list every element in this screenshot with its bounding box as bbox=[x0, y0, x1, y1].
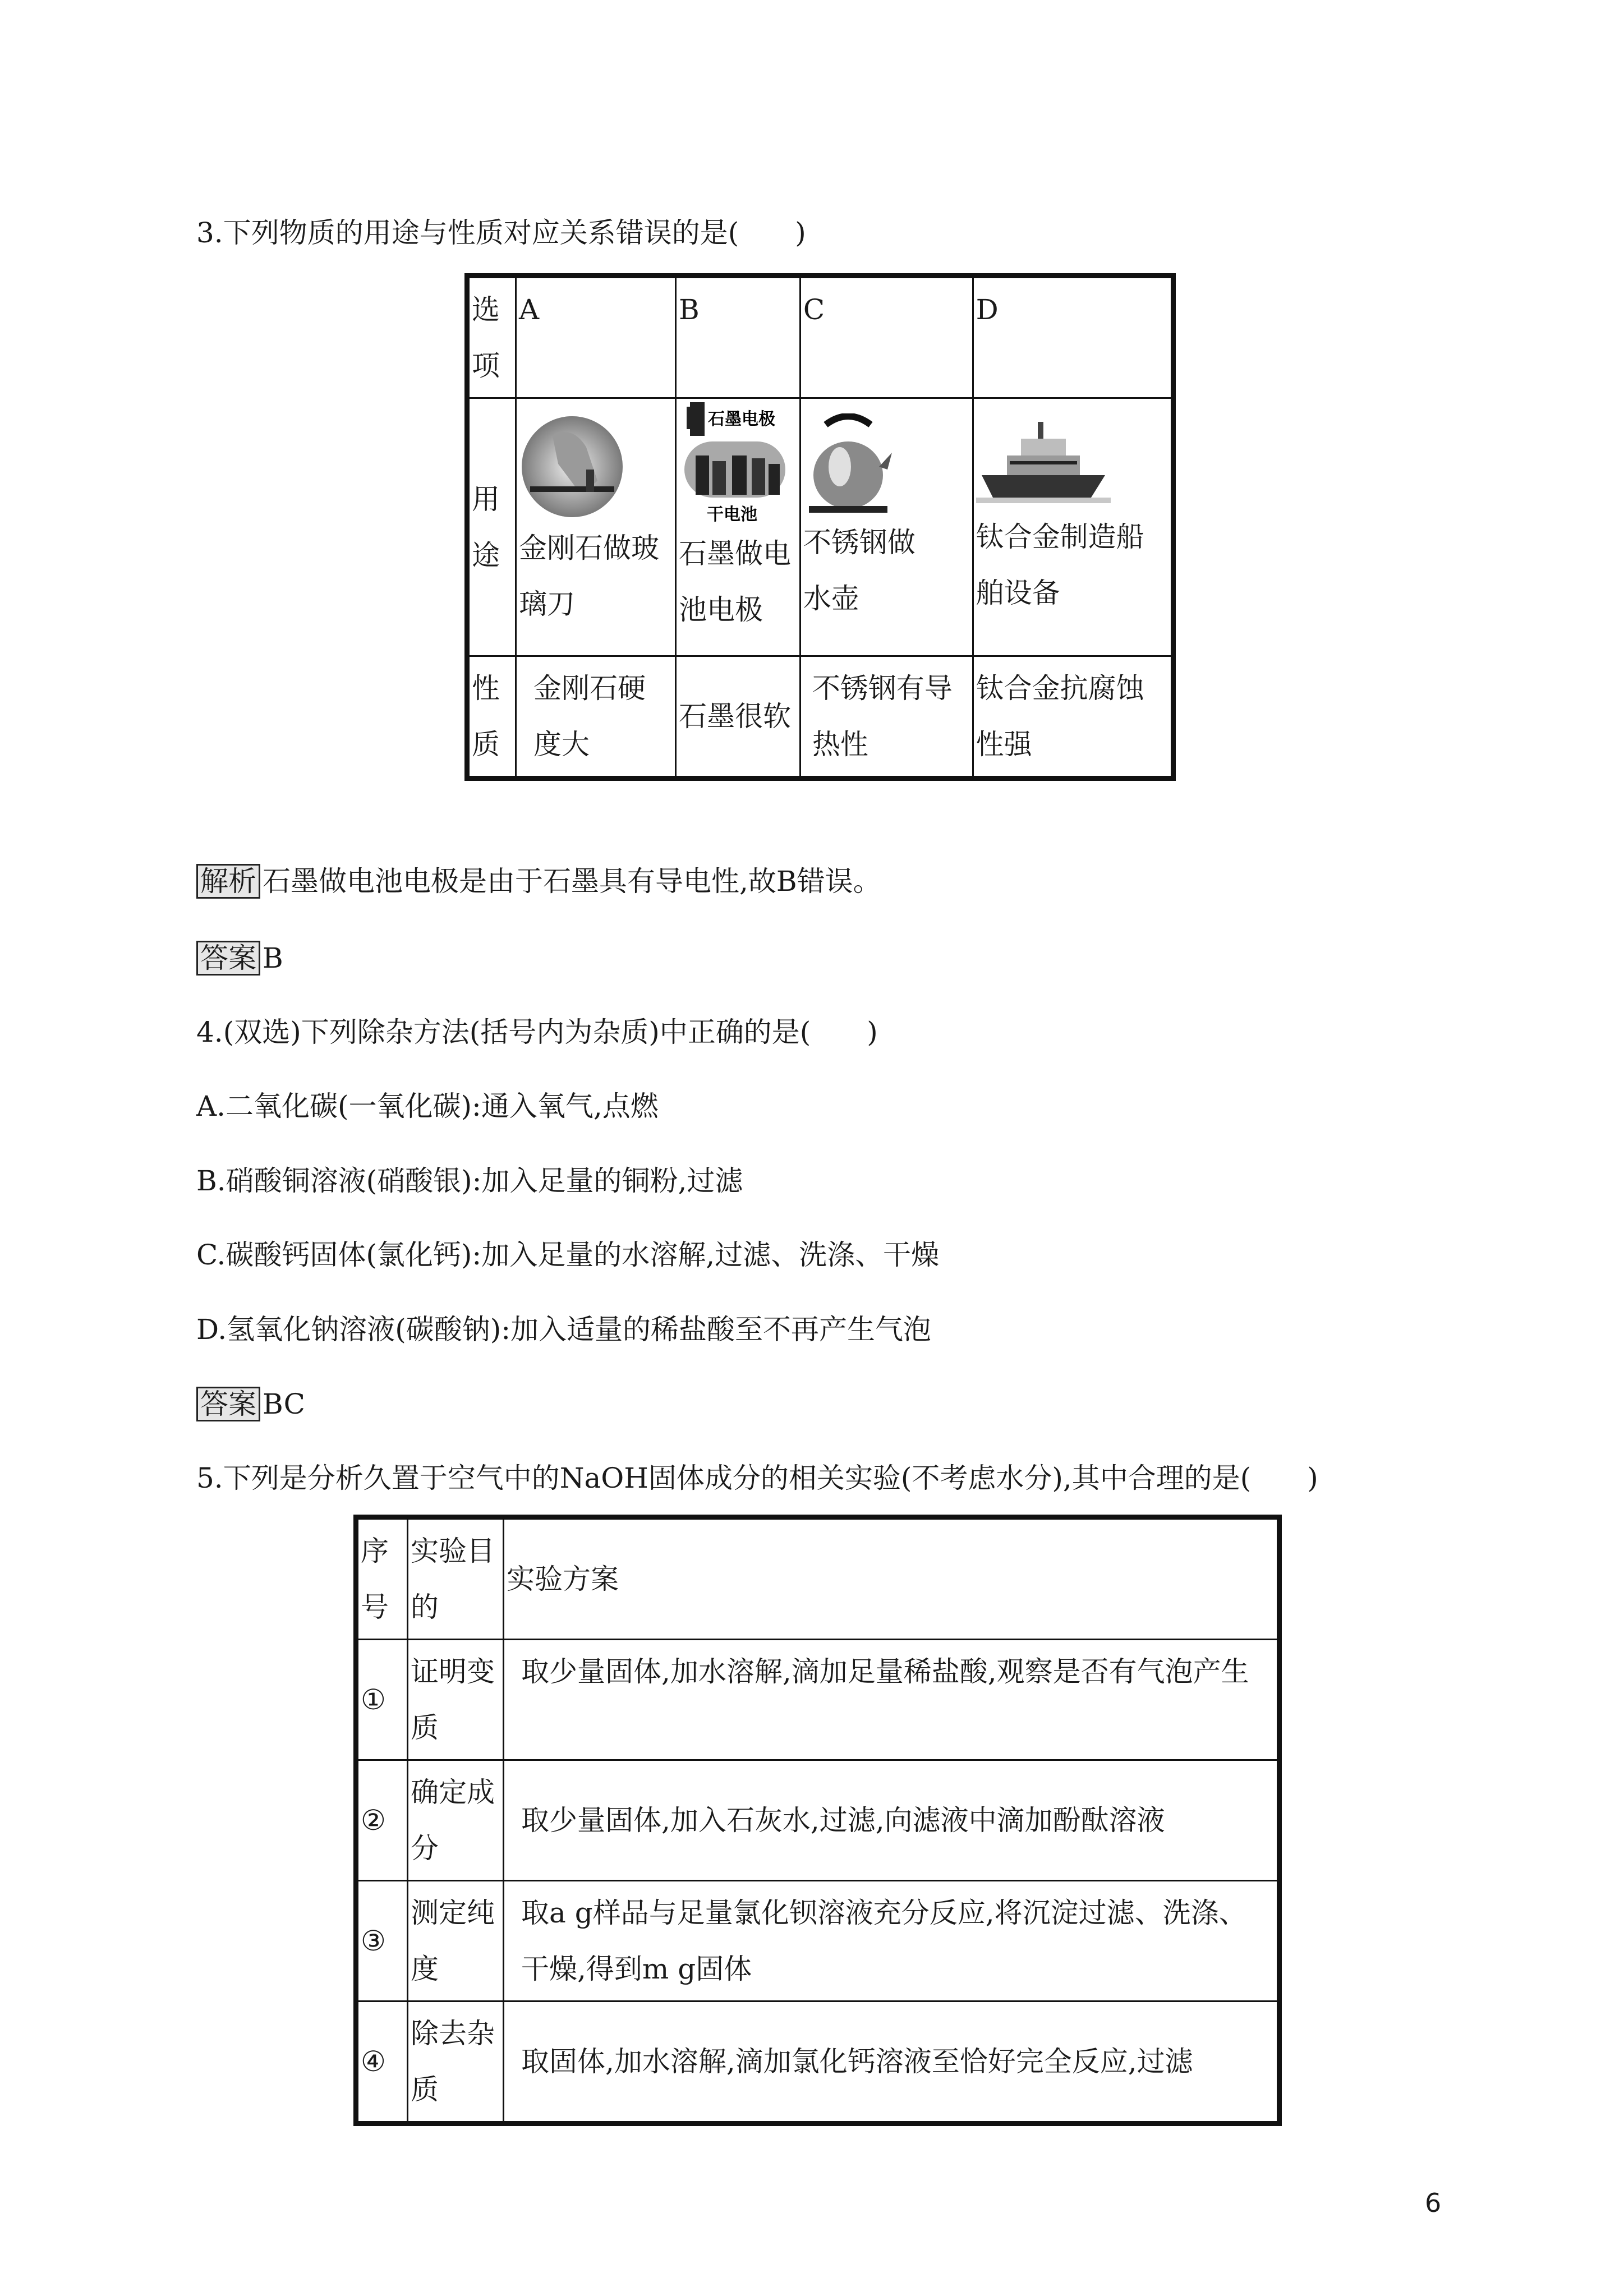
row-plan: 取固体,加水溶解,滴加氯化钙溶液至恰好完全反应,过滤 bbox=[504, 2001, 1280, 2124]
q3-answer bbox=[196, 941, 283, 976]
q4-option-a: A.二氧化碳(一氧化碳):通入氧气,点燃 bbox=[196, 1090, 659, 1122]
analysis-text: 石墨做电池电极是由于石墨具有导电性,故B错误。 bbox=[263, 865, 881, 898]
battery-icon bbox=[679, 402, 791, 526]
table-row bbox=[356, 2001, 1280, 2124]
property-a: 金刚石硬度大 bbox=[516, 656, 676, 779]
answer-text: B bbox=[263, 942, 283, 974]
row-no: ③ bbox=[356, 1881, 408, 2001]
answer-tag: 答案 bbox=[196, 941, 260, 976]
header-plan: 实验方案 bbox=[504, 1517, 1280, 1640]
use-c-cell bbox=[800, 398, 973, 656]
q3-table bbox=[464, 273, 1176, 781]
q5-table bbox=[353, 1515, 1282, 2126]
row-no: ④ bbox=[356, 2001, 408, 2124]
use-c: 不锈钢做水壶 bbox=[803, 526, 915, 615]
q3-use-row bbox=[467, 398, 1174, 656]
q4-option-d: D.氢氧化钠溶液(碳酸钠):加入适量的稀盐酸至不再产生气泡 bbox=[196, 1313, 932, 1346]
page-number: 6 bbox=[1425, 2188, 1442, 2218]
table-row bbox=[356, 1881, 1280, 2001]
q5-header-row bbox=[356, 1517, 1280, 1640]
row-no: ① bbox=[356, 1640, 408, 1760]
property-b: 石墨很软 bbox=[676, 656, 801, 779]
answer-text: BC bbox=[263, 1388, 305, 1420]
q4-option-b: B.硝酸铜溶液(硝酸银):加入足量的铜粉,过滤 bbox=[196, 1165, 743, 1197]
diamond-glass-cutter-icon bbox=[519, 413, 625, 520]
header-no: 序号 bbox=[356, 1517, 408, 1640]
q3-analysis bbox=[196, 864, 881, 899]
row-purpose: 除去杂质 bbox=[408, 2001, 504, 2124]
use-d: 钛合金制造船舶设备 bbox=[976, 521, 1144, 609]
row-plan: 取a g样品与足量氯化钡溶液充分反应,将沉淀过滤、洗涤、干燥,得到m g固体 bbox=[504, 1881, 1280, 2001]
use-b: 石墨做电池电极 bbox=[679, 537, 792, 626]
row-plan: 取少量固体,加水溶解,滴加足量稀盐酸,观察是否有气泡产生 bbox=[504, 1640, 1280, 1760]
row-purpose: 确定成分 bbox=[408, 1760, 504, 1881]
ship-icon bbox=[976, 413, 1111, 509]
kettle-icon bbox=[803, 413, 893, 514]
row-label-property: 性质 bbox=[467, 656, 516, 779]
q3-property-row bbox=[467, 656, 1174, 779]
q3-option-row bbox=[467, 276, 1174, 398]
analysis-tag: 解析 bbox=[196, 864, 260, 899]
b-bottom-label: 干电池 bbox=[707, 505, 758, 524]
property-c: 不锈钢有导热性 bbox=[800, 656, 973, 779]
row-purpose: 证明变质 bbox=[408, 1640, 504, 1760]
option-b: B bbox=[676, 276, 801, 398]
property-d: 钛合金抗腐蚀性强 bbox=[973, 656, 1173, 779]
row-plan: 取少量固体,加入石灰水,过滤,向滤液中滴加酚酞溶液 bbox=[504, 1760, 1280, 1881]
use-a-cell bbox=[516, 398, 676, 656]
option-c: C bbox=[800, 276, 973, 398]
option-d: D bbox=[973, 276, 1173, 398]
answer-tag: 答案 bbox=[196, 1387, 260, 1421]
q4-stem: 4.(双选)下列除杂方法(括号内为杂质)中正确的是( ) bbox=[196, 1016, 878, 1048]
table-row bbox=[356, 1760, 1280, 1881]
q4-option-c: C.碳酸钙固体(氯化钙):加入足量的水溶解,过滤、洗涤、干燥 bbox=[196, 1239, 940, 1271]
option-a: A bbox=[516, 276, 676, 398]
q4-answer bbox=[196, 1387, 305, 1421]
q3-stem: 3.下列物质的用途与性质对应关系错误的是( ) bbox=[196, 217, 806, 249]
use-a: 金刚石做玻璃刀 bbox=[519, 532, 660, 620]
row-no: ② bbox=[356, 1760, 408, 1881]
row-purpose: 测定纯度 bbox=[408, 1881, 504, 2001]
table-row bbox=[356, 1640, 1280, 1760]
header-purpose: 实验目的 bbox=[408, 1517, 504, 1640]
row-label-use: 用途 bbox=[467, 398, 516, 656]
use-d-cell bbox=[973, 398, 1173, 656]
q5-stem: 5.下列是分析久置于空气中的NaOH固体成分的相关实验(不考虑水分),其中合理的是( ) bbox=[196, 1462, 1318, 1494]
use-b-cell bbox=[676, 398, 801, 656]
b-top-label: 石墨电极 bbox=[708, 409, 776, 429]
row-label-option: 选项 bbox=[467, 276, 516, 398]
